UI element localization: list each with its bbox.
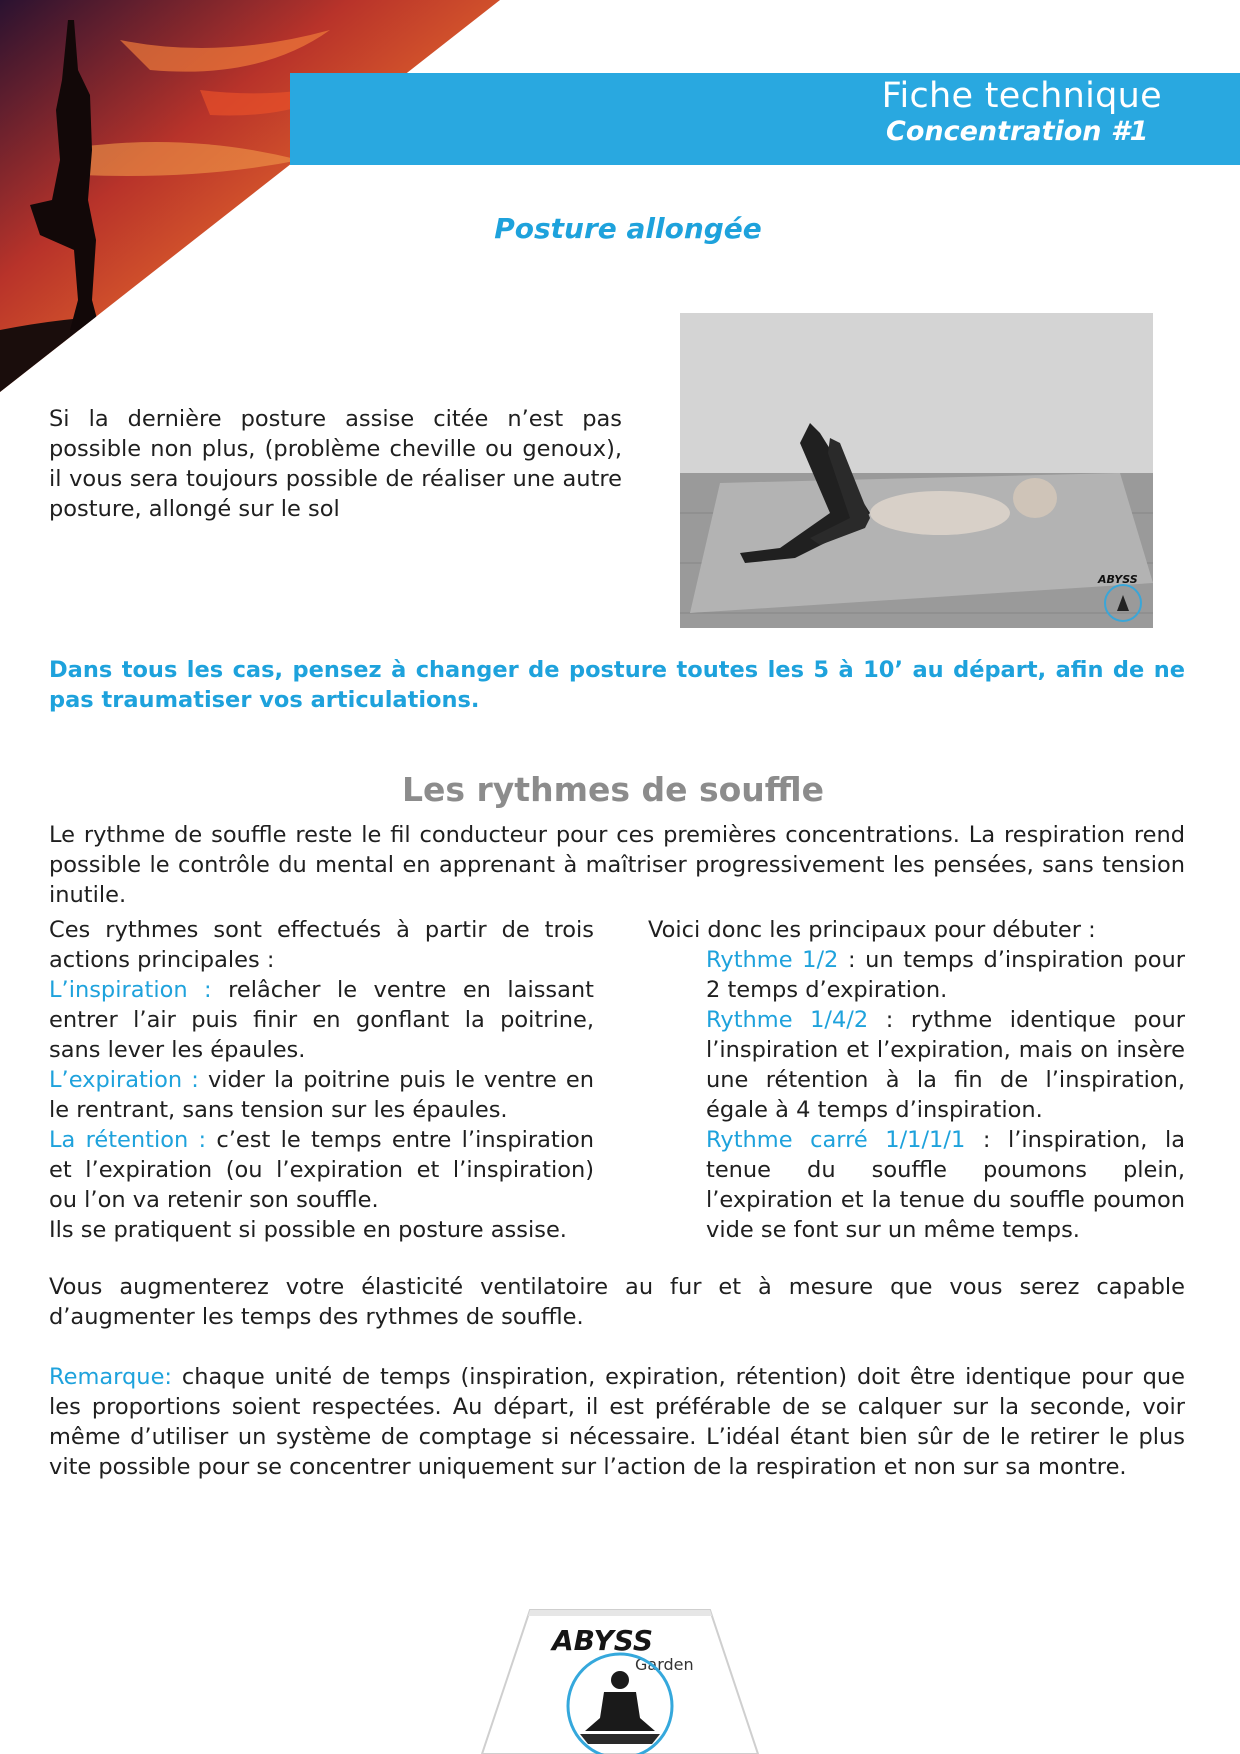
rythme-desc: : l’inspiration, la tenue du souffle poumons plein, l’expiration et la tenue du souffle poumon vide se font sur un même temps. xyxy=(706,1127,1185,1243)
header-subtitle: Concentration #1 xyxy=(886,116,1149,147)
left-lead: Ces rythmes sont effectués à partir de trois actions principales : xyxy=(49,917,594,973)
abyss-garden-logo xyxy=(480,1606,760,1754)
action-inspiration xyxy=(49,975,594,1065)
right-column xyxy=(648,915,1185,1245)
left-closing: Ils se pratiquent si possible en posture assise. xyxy=(49,1217,567,1243)
term-retention: La rétention : xyxy=(49,1127,207,1153)
section-title: Les rythmes de souffle xyxy=(401,770,824,809)
rythme-desc: : rythme identique pour l’inspiration et l’expiration, mais on insère une rétention à la fin de l’inspiration, égale à 4 temps d’inspiration. xyxy=(706,1007,1185,1123)
bullet-box-icon xyxy=(648,945,706,1005)
action-retention xyxy=(49,1125,594,1215)
action-expiration xyxy=(49,1065,594,1125)
remark-text: chaque unité de temps (inspiration, expiration, rétention) doit être identique pour que les proportions soient respectées. Au départ, il est préférable de se calquer sur la seconde, voir même d’utiliser un système de comptage si nécessaire. L’idéal étant bien sûr de le retirer le plus vite possible pour se concentrer uniquement sur l’action de la respiration et non sur sa montre. xyxy=(49,1364,1185,1480)
posture-title: Posture allongée xyxy=(494,212,762,245)
bullet-box-icon xyxy=(648,1005,706,1125)
term-inspiration: L’inspiration : xyxy=(49,977,212,1003)
lying-posture-photo xyxy=(680,313,1153,628)
sunset-yoga-banner xyxy=(0,0,500,400)
left-column xyxy=(49,915,594,1245)
remark-label: Remarque: xyxy=(49,1364,172,1390)
header-title: Fiche technique xyxy=(881,76,1162,116)
desc-inspiration: relâcher le ventre en laissant entrer l’air puis finir en gonflant la poitrine, sans lever les épaules. xyxy=(49,977,595,1063)
rythme-item xyxy=(648,945,1185,1005)
right-lead: Voici donc les principaux pour débuter : xyxy=(648,917,1096,943)
desc-expiration: vider la poitrine puis le ventre en le rentrant, sans tension sur les épaules. xyxy=(49,1067,595,1123)
rythme-term: Rythme 1/4/2 xyxy=(706,1007,869,1033)
rythmes-intro: Le rythme de souffle reste le fil conducteur pour ces premières concentrations. La respiration rend possible le contrôle du mental en apprenant à maîtriser progressivement les pensées, sans tension inutile. xyxy=(49,822,1185,908)
bullet-box-icon xyxy=(648,1125,706,1245)
elasticity-paragraph: Vous augmenterez votre élasticité ventilatoire au fur et à mesure que vous serez capable d’augmenter les temps des rythmes de souffle. xyxy=(49,1274,1185,1330)
logo-sub-text: Garden xyxy=(635,1655,694,1674)
remark-paragraph xyxy=(49,1362,1185,1482)
rythme-desc: : un temps d’inspiration pour 2 temps d’expiration. xyxy=(706,947,1185,1003)
posture-intro: Si la dernière posture assise citée n’est pas possible non plus, (problème cheville ou genoux), il vous sera toujours possible de réaliser une autre posture, allongé sur le sol xyxy=(49,406,622,522)
rythme-term: Rythme carré 1/1/1/1 xyxy=(706,1127,966,1153)
rythme-item xyxy=(648,1125,1185,1245)
rythme-item xyxy=(648,1005,1185,1125)
rythme-term: Rythme 1/2 xyxy=(706,947,839,973)
logo-main-text: ABYSS xyxy=(552,1624,654,1657)
desc-retention: c’est le temps entre l’inspiration et l’expiration (ou l’expiration et l’inspiration) ou l’on va retenir son souffle. xyxy=(49,1127,594,1213)
term-expiration: L’expiration : xyxy=(49,1067,199,1093)
photo-watermark: ABYSS xyxy=(1098,573,1138,586)
posture-warning: Dans tous les cas, pensez à changer de posture toutes les 5 à 10’ au départ, afin de ne pas traumatiser vos articulations. xyxy=(49,657,1185,713)
